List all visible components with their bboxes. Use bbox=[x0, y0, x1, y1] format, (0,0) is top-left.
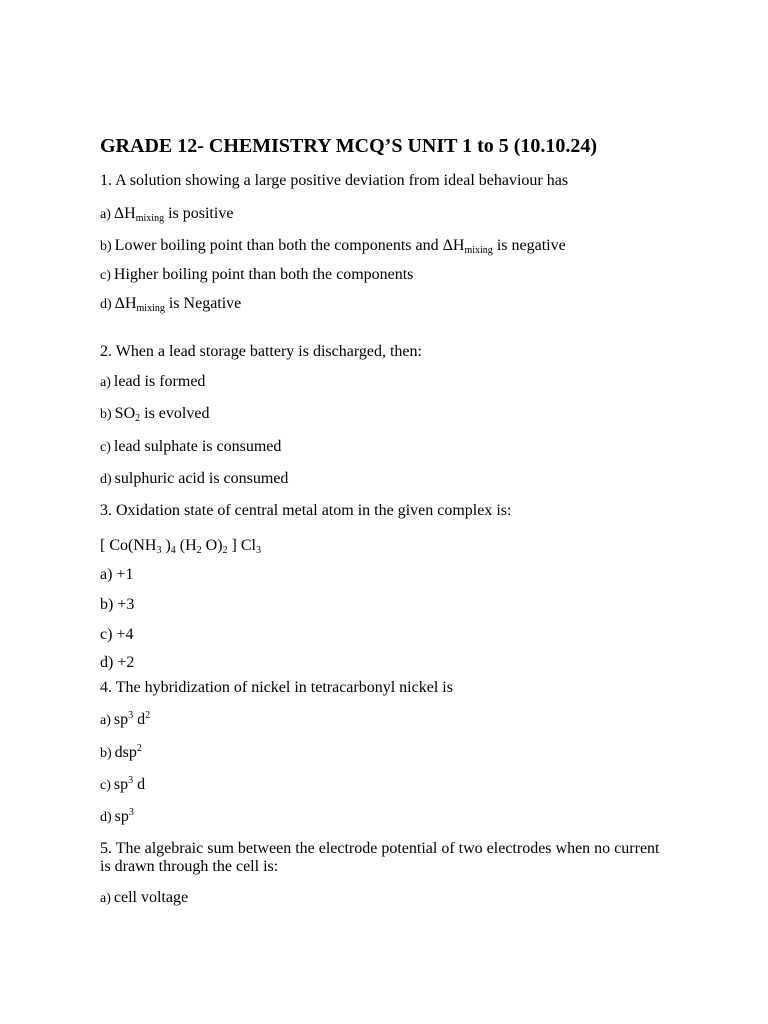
option-label: c) bbox=[100, 778, 111, 793]
q2-option-b bbox=[100, 404, 209, 425]
option-text: sp bbox=[113, 711, 129, 728]
option-text: cell voltage bbox=[113, 889, 189, 906]
q3-formula bbox=[100, 536, 261, 556]
option-label: b) bbox=[100, 239, 112, 254]
option-text: lead is formed bbox=[113, 373, 206, 390]
option-label: a) bbox=[100, 891, 111, 906]
option-label: a) bbox=[100, 207, 111, 222]
q3-option-b: b) +3 bbox=[100, 596, 135, 613]
option-text: Higher boiling point than both the components bbox=[113, 266, 414, 283]
option-text: SO bbox=[114, 405, 136, 422]
q2-option-c bbox=[100, 437, 281, 458]
q1-option-b bbox=[100, 236, 566, 257]
option-text: dsp bbox=[114, 744, 137, 761]
option-label: c) bbox=[100, 268, 111, 283]
subscript: 2 bbox=[222, 545, 228, 556]
option-text: sp bbox=[114, 808, 129, 825]
q4-option-b bbox=[100, 743, 142, 764]
option-text: is negative bbox=[492, 237, 566, 254]
option-text: lead sulphate is consumed bbox=[113, 438, 282, 455]
option-text: d bbox=[133, 776, 146, 793]
formula-part: [ Co(NH bbox=[100, 537, 157, 554]
superscript: 3 bbox=[128, 775, 134, 786]
q1-option-d bbox=[100, 294, 241, 315]
question-4: 4. The hybridization of nickel in tetracarbonyl nickel is bbox=[100, 679, 453, 696]
subscript: 3 bbox=[156, 545, 162, 556]
option-label: a) bbox=[100, 713, 111, 728]
option-text: ΔH bbox=[114, 295, 137, 312]
option-text: is positive bbox=[164, 205, 234, 222]
superscript: 2 bbox=[145, 710, 151, 721]
option-label: d) bbox=[100, 810, 112, 825]
option-label: b) bbox=[100, 407, 112, 422]
q2-option-d bbox=[100, 469, 288, 490]
subscript: 4 bbox=[170, 545, 176, 556]
subscript: mixing bbox=[464, 245, 493, 256]
q3-option-c: c) +4 bbox=[100, 626, 134, 643]
q2-option-a bbox=[100, 372, 205, 393]
option-text: Lower boiling point than both the components and ΔH bbox=[114, 237, 465, 254]
q1-option-a bbox=[100, 204, 233, 225]
subscript: mixing bbox=[136, 303, 165, 314]
formula-part: (H bbox=[175, 537, 197, 554]
q3-option-d: d) +2 bbox=[100, 654, 135, 671]
q5-option-a bbox=[100, 888, 188, 909]
subscript: mixing bbox=[135, 213, 165, 224]
question-3: 3. Oxidation state of central metal atom in the given complex is: bbox=[100, 502, 512, 519]
document-title: GRADE 12- CHEMISTRY MCQ’S UNIT 1 to 5 (10.10.24) bbox=[100, 135, 598, 157]
question-5: 5. The algebraic sum between the electrode potential of two electrodes when no current is drawn through the cell is: bbox=[100, 840, 660, 875]
q3-option-a: a) +1 bbox=[100, 566, 134, 583]
option-text: is Negative bbox=[164, 295, 242, 312]
formula-part: O) bbox=[201, 537, 223, 554]
option-text: is evolved bbox=[140, 405, 210, 422]
option-text: sp bbox=[113, 776, 129, 793]
question-1: 1. A solution showing a large positive deviation from ideal behaviour has bbox=[100, 172, 569, 189]
subscript: 3 bbox=[256, 545, 261, 556]
option-label: a) bbox=[100, 375, 111, 390]
subscript: 2 bbox=[135, 413, 141, 424]
superscript: 3 bbox=[128, 807, 134, 818]
q1-option-c bbox=[100, 265, 413, 286]
q4-option-c bbox=[100, 775, 145, 796]
option-label: d) bbox=[100, 472, 112, 487]
option-text: d bbox=[133, 711, 146, 728]
option-label: c) bbox=[100, 440, 111, 455]
superscript: 3 bbox=[128, 710, 134, 721]
option-text: sulphuric acid is consumed bbox=[114, 470, 289, 487]
option-text: ΔH bbox=[113, 205, 136, 222]
subscript: 2 bbox=[196, 545, 202, 556]
q4-option-d bbox=[100, 807, 134, 828]
formula-part: ] Cl bbox=[227, 537, 256, 554]
q4-option-a bbox=[100, 710, 150, 731]
question-2: 2. When a lead storage battery is discharged, then: bbox=[100, 343, 422, 360]
option-label: b) bbox=[100, 746, 112, 761]
formula-part: ) bbox=[161, 537, 171, 554]
superscript: 2 bbox=[136, 743, 142, 754]
option-label: d) bbox=[100, 297, 112, 312]
